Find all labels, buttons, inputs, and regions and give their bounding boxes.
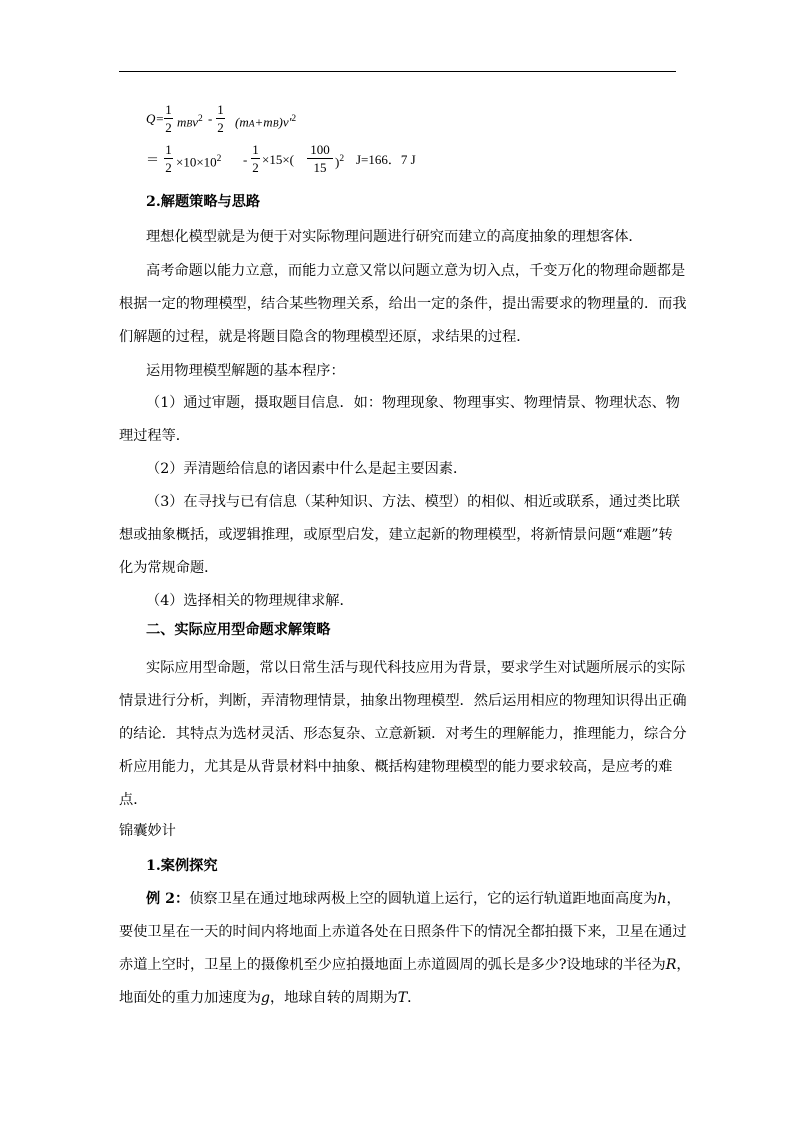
minus-sign: -: [243, 152, 248, 167]
example-line: 例 2：侦察卫星在通过地球两极上空的圆轨道上运行，它的运行轨道距地面高度为h，: [146, 891, 681, 907]
paragraph-line: 的结论．其特点为选材灵活、形态复杂、立意新颖．对考生的理解能力，推理能力，综合分: [119, 726, 687, 742]
paragraph-line: （2）弄清题给信息的诸因素中什么是起主要因素．: [146, 461, 468, 477]
paragraph-line: （1）通过审题，摄取题目信息．如：物理现象、物理事实、物理情景、物理状态、物: [146, 395, 680, 411]
variable: T: [397, 990, 408, 1006]
paragraph-line: 根据一定的物理模型，结合某些物理关系，给出一定的条件，提出需要求的物理量的．而我: [119, 296, 687, 312]
paragraph-line: 析应用能力，尤其是从背景材料中抽象、概括构建物理模型的能力要求较高，是应考的难: [119, 759, 673, 775]
section-label: 锦囊妙计: [119, 823, 176, 839]
example-label: 例 2：: [146, 891, 190, 907]
paragraph-line: （3）在寻找与已有信息（某种知识、方法、模型）的相似、相近或联系，通过类比联: [146, 494, 680, 510]
paragraph-line: 高考命题以能力立意，而能力立意又常以问题立意为切入点，千变万化的物理命题都是: [146, 263, 686, 279]
paragraph-line: 点．: [119, 792, 148, 808]
variable: h: [657, 891, 667, 907]
minus-sign: -: [208, 111, 213, 126]
paragraph-line: 运用物理模型解题的基本程序：: [146, 363, 345, 379]
equation-term: ×15×(: [262, 152, 294, 167]
variable: R: [665, 957, 677, 973]
paragraph-line: 想或抽象概括，或逻辑推理，或原型启发，建立起新的物理模型，将新情景问题“难题”转: [119, 527, 673, 543]
fraction: 1 2: [165, 102, 172, 135]
fraction: 100 15: [307, 142, 333, 175]
paragraph-line: 赤道上空时，卫星上的摄像机至少应拍摄地面上赤道圆周的弧长是多少?设地球的半径为R，: [119, 957, 691, 973]
section-heading: 2.解题策略与思路: [146, 194, 261, 210]
paragraph-line: 地面处的重力加速度为g，地球自转的周期为T．: [119, 990, 422, 1006]
paragraph-line: 化为常规命题．: [119, 560, 219, 576]
fraction: 1 2: [252, 142, 259, 175]
equation-lhs: Q=: [146, 111, 165, 126]
equation-result: J=166．7 J: [356, 152, 416, 167]
fraction: 1 2: [217, 102, 224, 135]
equals-sign: ＝: [146, 152, 160, 167]
variable: g: [260, 990, 270, 1006]
paragraph-line: （4）选择相关的物理规律求解．: [146, 593, 354, 609]
paragraph-line: 情景进行分析，判断，弄清物理情景，抽象出物理模型．然后运用相应的物理知识得出正确: [119, 693, 687, 709]
equation-term: $\times 10\times 10^2$: [176, 154, 222, 170]
paragraph-line: 们解题的过程，就是将题目隐含的物理模型还原，求结果的过程．: [119, 329, 531, 345]
equation-term: mBv$^2$: [177, 114, 203, 130]
section-heading: 二、实际应用型命题求解策略: [146, 622, 331, 638]
equation-term: $(mA+mB)v'^2$: [235, 114, 297, 130]
paragraph-line: 理想化模型就是为便于对实际物理问题进行研究而建立的高度抽象的理想客体．: [146, 229, 643, 245]
paragraph-line: 实际应用型命题，常以日常生活与现代科技应用为背景，要求学生对试题所展示的实际: [146, 660, 686, 676]
section-heading: 1.案例探究: [146, 858, 218, 874]
equation-term: )$^2$: [335, 154, 345, 170]
fraction: 1 2: [165, 142, 172, 175]
paragraph-line: 要使卫星在一天的时间内将地面上赤道各处在日照条件下的情况全都拍摄下来，卫星在通过: [119, 924, 687, 940]
paragraph-line: 理过程等．: [119, 428, 190, 444]
header-rule: [119, 71, 676, 72]
